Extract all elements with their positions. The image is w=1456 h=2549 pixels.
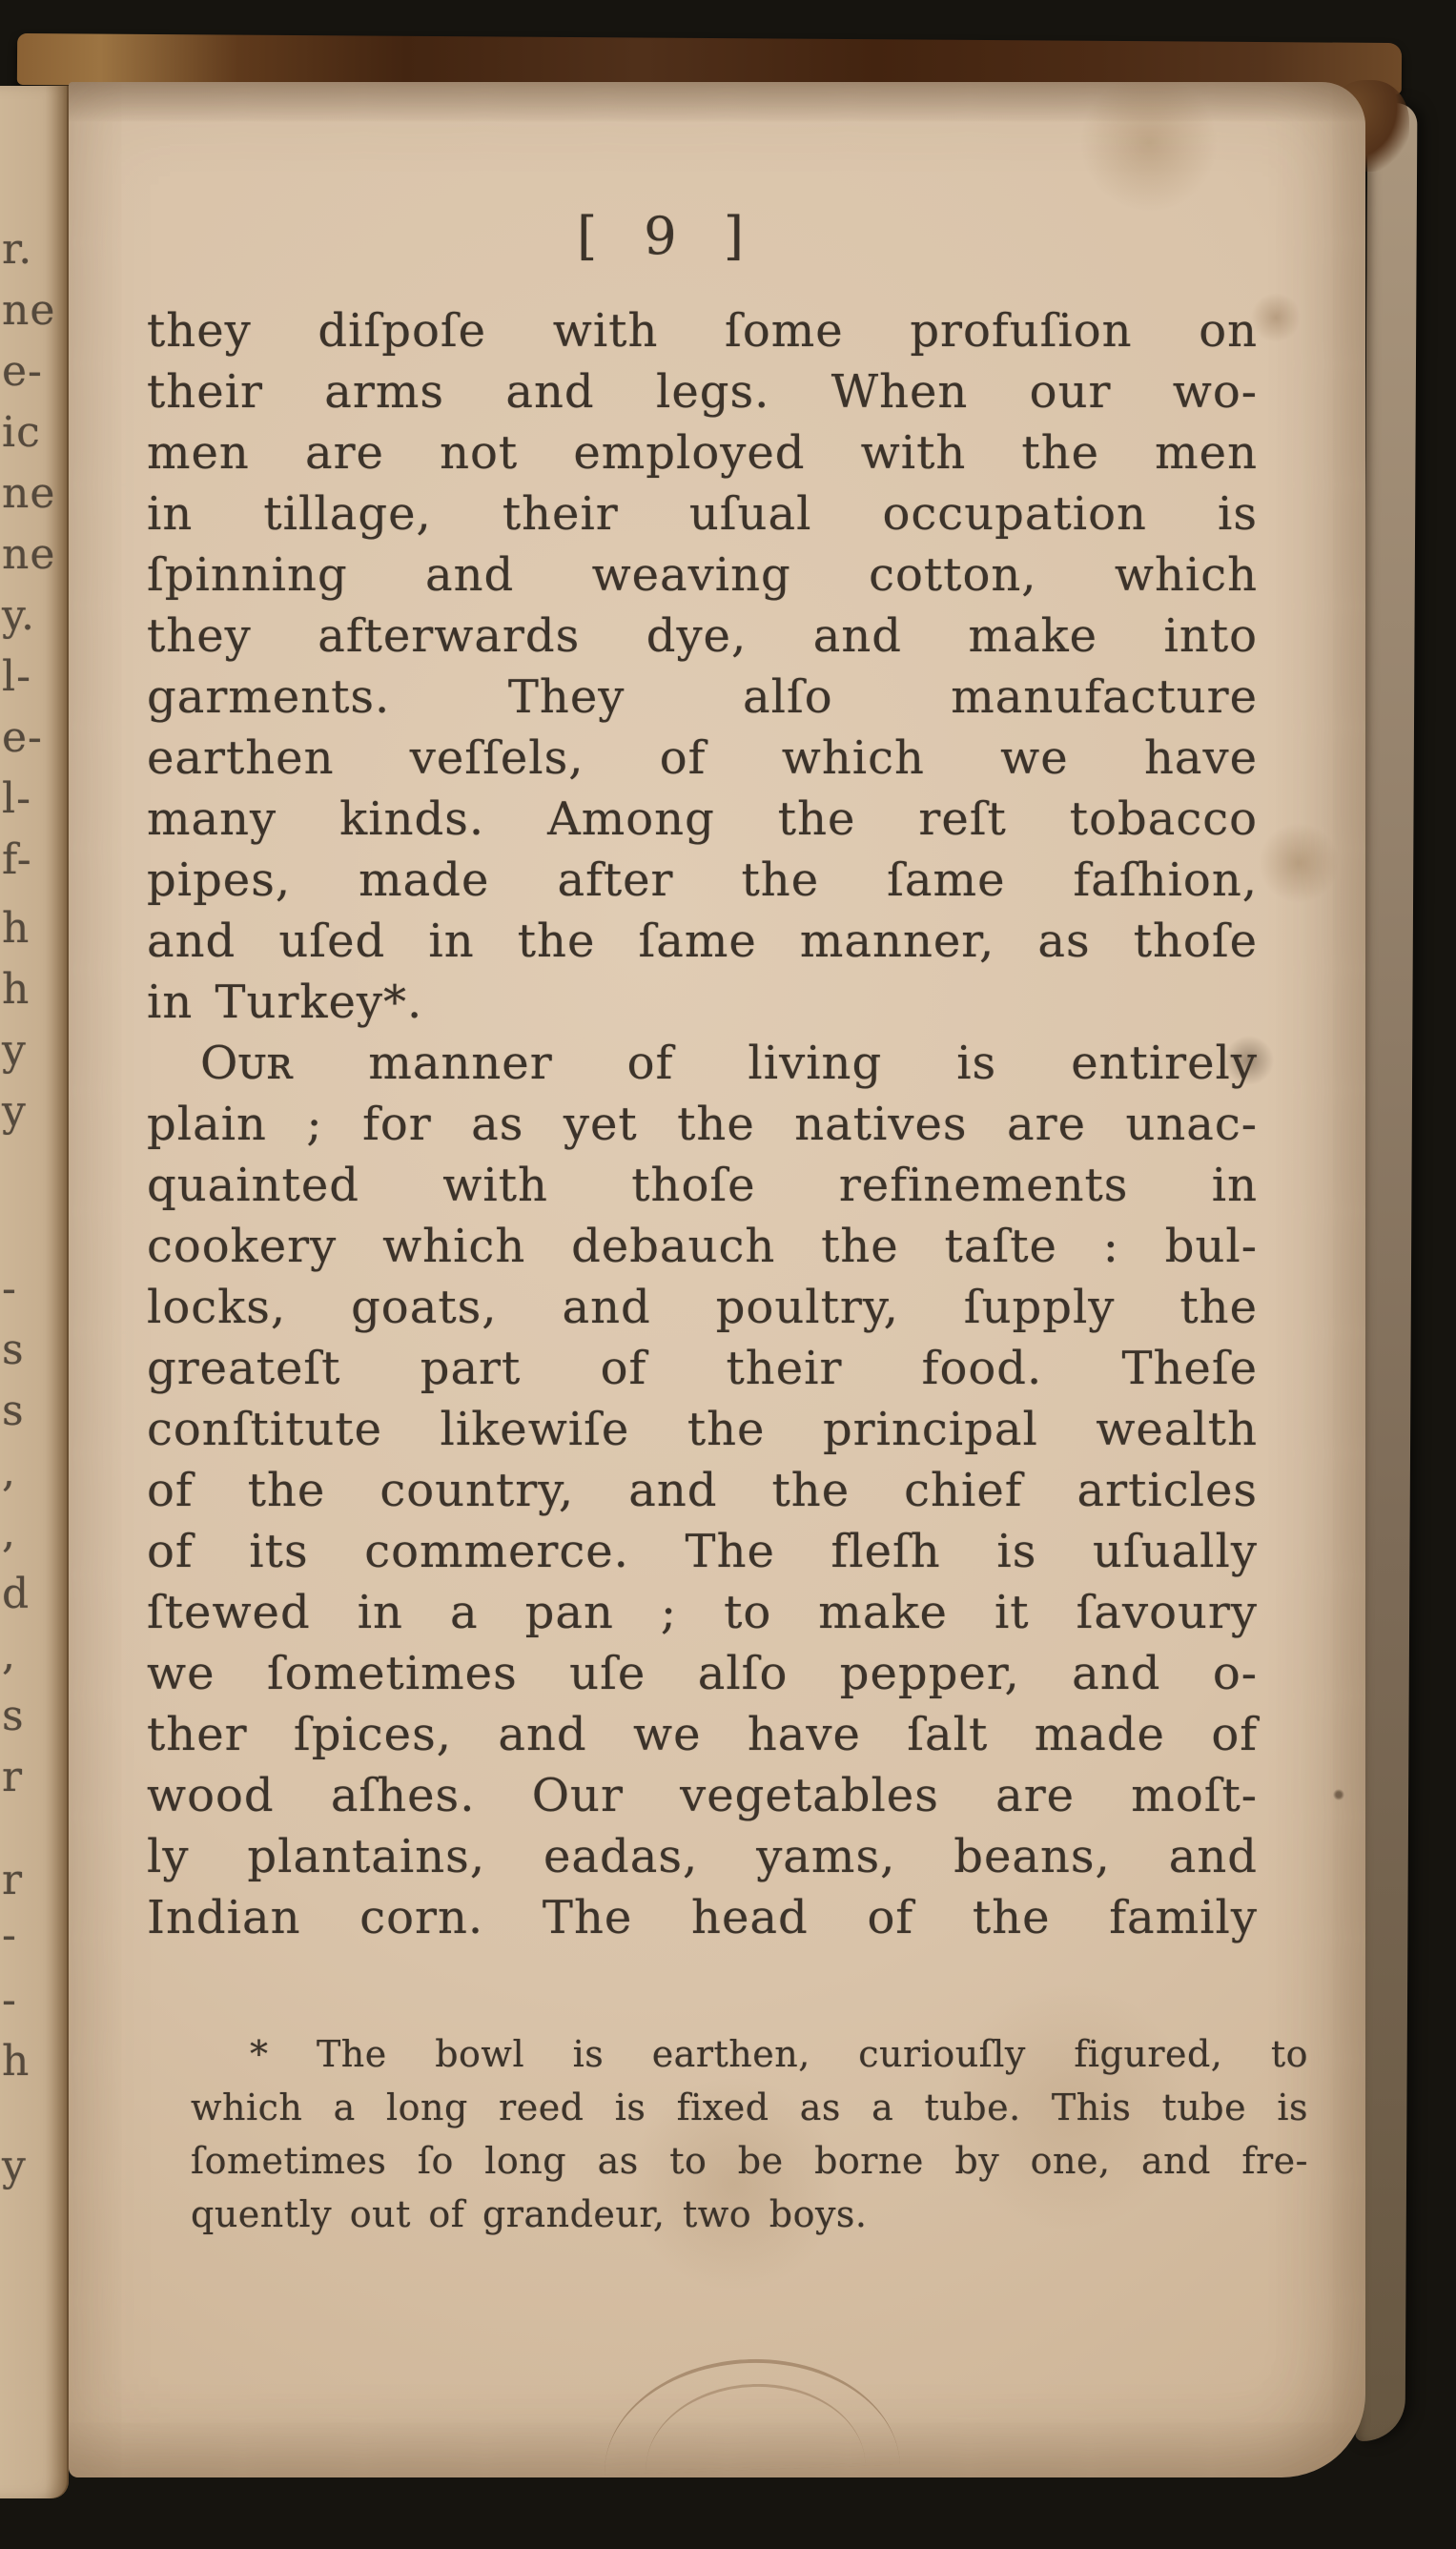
margin-fragment: - xyxy=(2,1976,17,2025)
text-line: ly plantains, eadas, yams, beans, and xyxy=(147,1830,1258,1883)
footnote xyxy=(191,2027,1308,2241)
text-line: Indian corn. The head of the family xyxy=(147,1891,1258,1944)
text-line: ſpinning and weaving cotton, which xyxy=(147,548,1258,602)
body-text xyxy=(147,300,1258,1948)
margin-fragment: s xyxy=(2,1692,25,1740)
page-number-header: [ 9 ] xyxy=(577,206,759,266)
margin-fragment: r xyxy=(2,1856,24,1904)
text-line: we ſometimes uſe alſo pepper, and o- xyxy=(147,1647,1258,1700)
text-line: pipes, made after the ſame faſhion, xyxy=(147,853,1258,907)
margin-fragment: r. xyxy=(2,225,33,274)
margin-fragment: r xyxy=(2,1753,24,1801)
margin-fragment: y xyxy=(2,2142,27,2190)
text-line: conſtitute likewiſe the principal wealth xyxy=(147,1403,1258,1456)
text-line: and uſed in the ſame manner, as thoſe xyxy=(147,915,1258,968)
margin-fragment: ne xyxy=(2,469,56,518)
facing-page-gutter xyxy=(0,86,69,2498)
footnote-line: quently out of grandeur, two boys. xyxy=(191,2193,868,2235)
footnote-line: which a long reed is fixed as a tube. This tube is xyxy=(191,2086,1308,2128)
text-line: ther ſpices, and we have ſalt made of xyxy=(147,1708,1258,1761)
margin-fragment: y xyxy=(2,1087,27,1136)
margin-fragment: e- xyxy=(2,713,43,762)
margin-fragment: l- xyxy=(2,774,31,823)
text-line: of its commerce. The fleſh is uſually xyxy=(147,1525,1258,1578)
margin-fragment: ne xyxy=(2,530,56,579)
text-line: cookery which debauch the taſte : bul- xyxy=(147,1220,1258,1273)
margin-fragment: h xyxy=(2,2037,31,2086)
text-line: wood aſhes. Our vegetables are moſt- xyxy=(147,1769,1258,1822)
margin-fragment: , xyxy=(2,1448,16,1496)
text-line: of the country, and the chief articles xyxy=(147,1464,1258,1517)
text-line: greateſt part of their food. Theſe xyxy=(147,1342,1258,1395)
footnote-line: ſometimes ſo long as to be borne by one, and fre- xyxy=(191,2140,1308,2182)
margin-fragment: d xyxy=(2,1570,31,1618)
margin-fragment: , xyxy=(2,1509,16,1557)
text-line: they afterwards dye, and make into xyxy=(147,609,1258,663)
text-line: in tillage, their uſual occupation is xyxy=(147,487,1258,541)
margin-fragment: h xyxy=(2,904,31,953)
text-line: they diſpoſe with ſome profuſion on xyxy=(147,304,1258,358)
margin-fragment: ne xyxy=(2,286,56,335)
margin-fragment: h xyxy=(2,965,31,1014)
footnote-line: * The bowl is earthen, curiouſly figured, to xyxy=(250,2033,1308,2075)
margin-fragment: s xyxy=(2,1326,25,1374)
margin-fragment: s xyxy=(2,1387,25,1435)
margin-fragment: y xyxy=(2,1026,27,1075)
text-line: men are not employed with the men xyxy=(147,426,1258,480)
text-line: locks, goats, and poultry, ſupply the xyxy=(147,1281,1258,1334)
text-line: their arms and legs. When our wo- xyxy=(147,365,1258,419)
text-line: ſtewed in a pan ; to make it ſavoury xyxy=(147,1586,1258,1639)
margin-fragment: , xyxy=(2,1631,16,1679)
margin-fragment: f- xyxy=(2,835,32,884)
margin-fragment: - xyxy=(2,1264,17,1313)
text-line: quainted with thoſe refinements in xyxy=(147,1159,1258,1212)
margin-fragment: e- xyxy=(2,347,43,396)
text-line: earthen veſſels, of which we have xyxy=(147,731,1258,785)
margin-fragment: l- xyxy=(2,652,31,701)
margin-fragment: y. xyxy=(2,591,35,640)
text-line: plain ; for as yet the natives are unac- xyxy=(147,1098,1258,1151)
text-line: many kinds. Among the reſt tobacco xyxy=(147,792,1258,846)
book-page xyxy=(69,82,1365,2477)
text-line: Oᴜʀ manner of living is entirely xyxy=(200,1037,1258,1090)
margin-fragment: - xyxy=(2,1911,17,1960)
margin-fragment: ic xyxy=(2,408,41,457)
text-line: in Turkey*. xyxy=(147,976,423,1029)
text-line: garments. They alſo manufacture xyxy=(147,670,1258,724)
